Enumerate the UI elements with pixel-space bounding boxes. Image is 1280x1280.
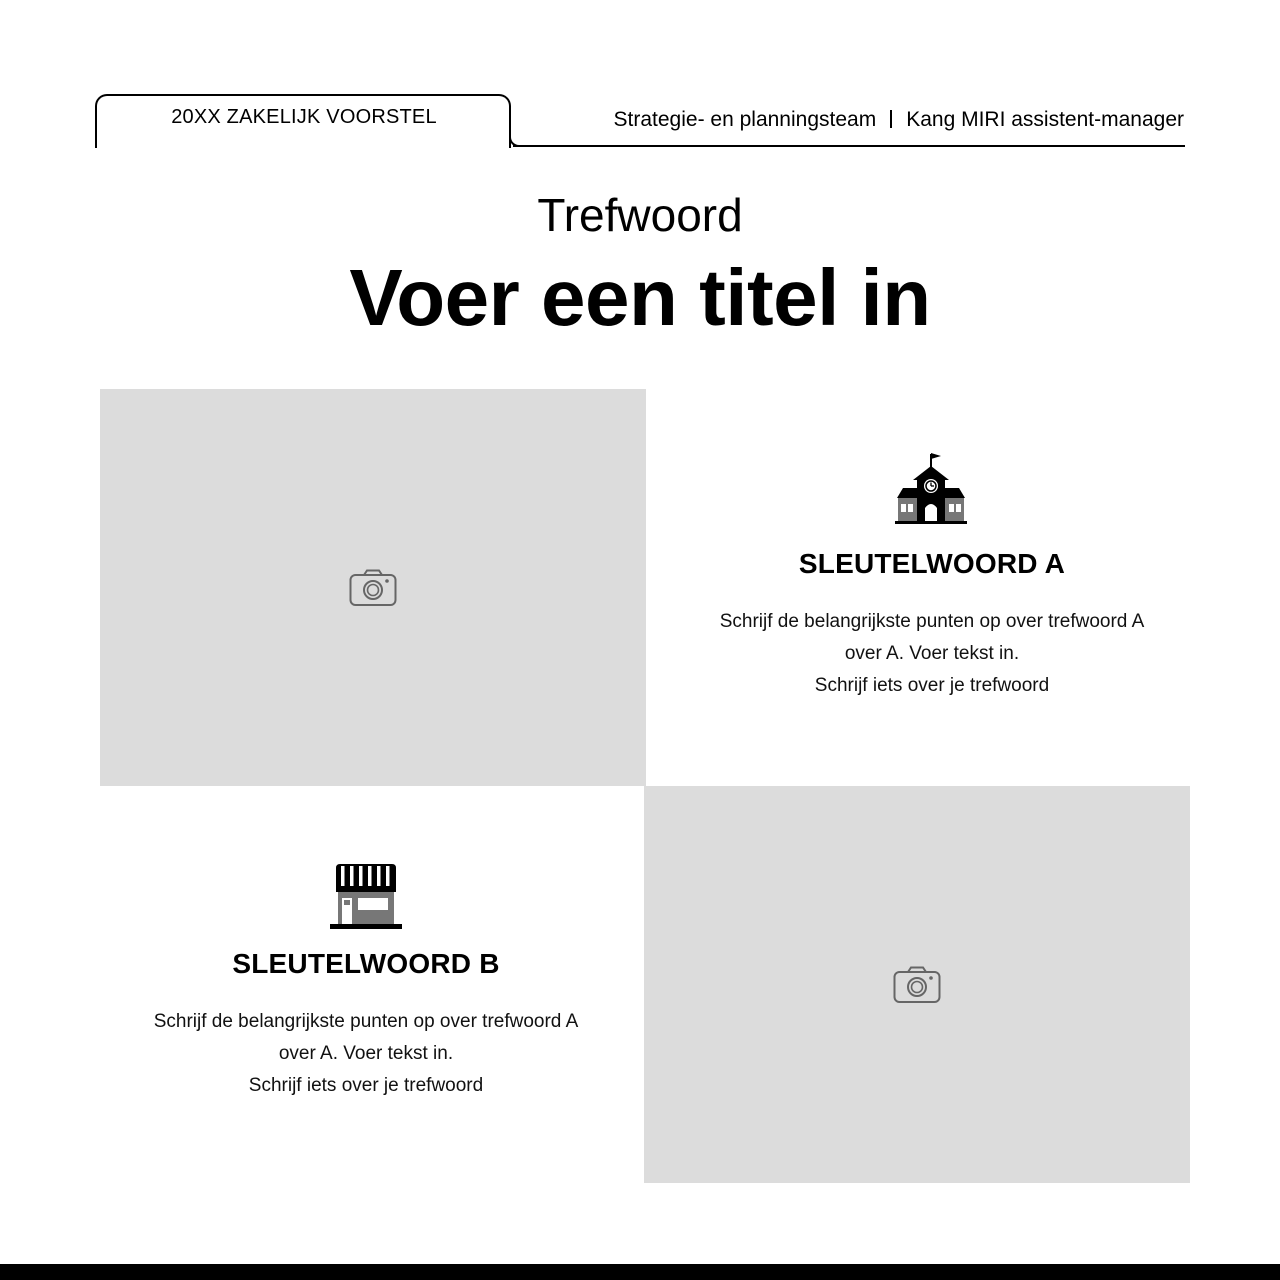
camera-icon [349, 569, 397, 607]
header-divider [513, 145, 1185, 147]
page-title: Voer een titel in [349, 253, 931, 342]
keyword-a-line-2: over A. Voer tekst in. [844, 643, 1020, 664]
keyword-a-description [697, 606, 1167, 702]
team-name: Strategie- en planningsteam [613, 108, 877, 131]
keyword-a-line-1: Schrijf de belangrijkste punten op over trefwoord A [719, 611, 1145, 632]
camera-icon [893, 966, 941, 1004]
person-name: Kang MIRI assistent-manager [906, 108, 1184, 131]
store-icon [330, 862, 402, 930]
keyword-b-line-1: Schrijf de belangrijkste punten op over trefwoord A [153, 1011, 579, 1032]
meta-separator [890, 110, 892, 128]
keyword-a-heading: SLEUTELWOORD A [798, 548, 1066, 579]
keyword-block-a [659, 450, 1205, 702]
keyword-b-description [131, 1006, 601, 1102]
proposal-label: 20XX ZAKELIJK VOORSTEL [171, 106, 437, 128]
keyword-b-line-3: Schrijf iets over je trefwoord [248, 1075, 484, 1096]
keyword-a-line-3: Schrijf iets over je trefwoord [814, 675, 1050, 696]
image-placeholder-b[interactable] [644, 786, 1190, 1183]
keyword-b-heading: SLEUTELWOORD B [232, 948, 500, 979]
keyword-block-b [93, 860, 639, 1102]
keyword-b-line-2: over A. Voer tekst in. [278, 1043, 454, 1064]
page-kicker: Trefwoord [537, 189, 743, 241]
image-placeholder-a[interactable] [100, 389, 646, 786]
school-icon [895, 450, 969, 524]
header-meta [614, 108, 1184, 132]
footer-bar [0, 1264, 1280, 1280]
